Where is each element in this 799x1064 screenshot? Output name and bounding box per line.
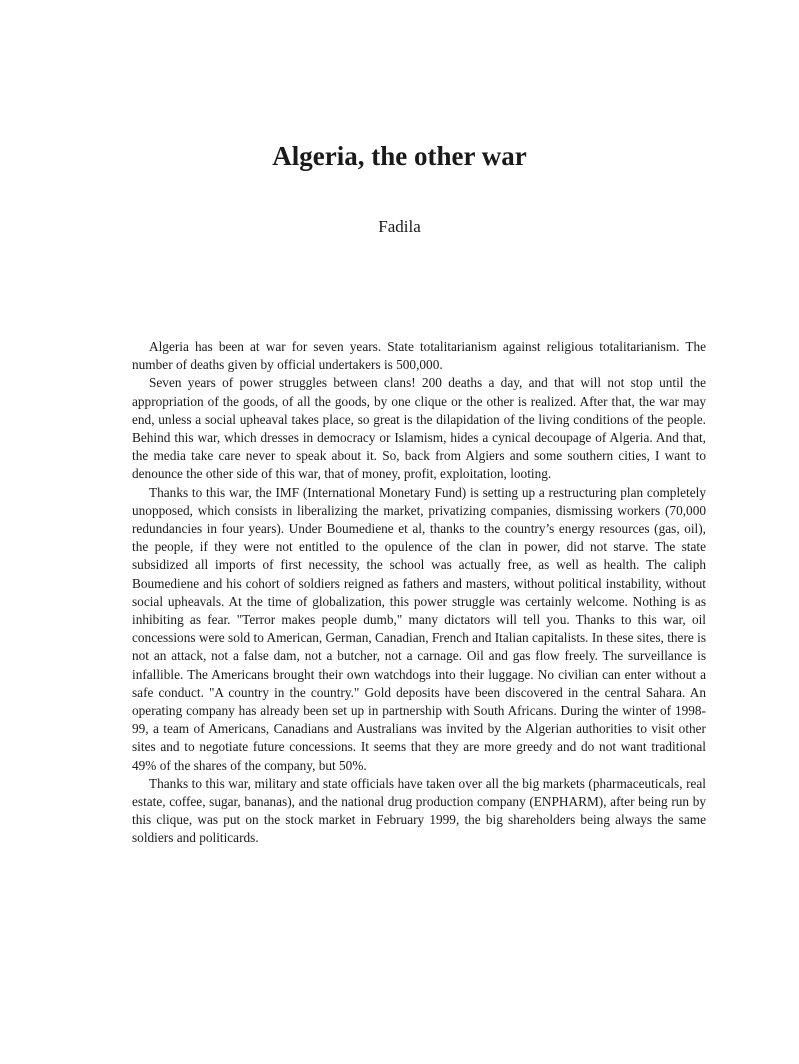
article-title: Algeria, the other war bbox=[272, 141, 527, 171]
paragraph: Algeria has been at war for seven years. State totalitarianism against religious totalitarianism. The number of deaths given by official undertakers is 500,000. bbox=[132, 339, 706, 373]
paragraph: Seven years of power struggles between clans! 200 deaths a day, and that will not stop until the appropriation of the goods, of all the goods, by one clique or the other is realized. After that, the war may end, unless a social upheaval takes place, so great is the dilapidation of the living conditions of the people. Behind this war, which dresses in democracy or Islamism, hides a cynical decoupage of Algeria. And that, the media take care never to speak about it. So, back from Algiers and some southern cities, I want to denounce the other side of this war, that of money, profit, exploitation, looting. bbox=[132, 375, 706, 482]
paragraph: Thanks to this war, the IMF (International Monetary Fund) is setting up a restructuring plan completely unopposed, which consists in liberalizing the market, privatizing companies, dismissing workers (70,000 redundancies in four years). Under Boumediene et al, thanks to the country’s energy resources (gas, oil), the people, if they were not entitled to the opulence of the clan in power, did not starve. The state subsidized all imports of first necessity, the school was actually free, as well as health. The caliph Boumediene and his cohort of soldiers reigned as fathers and masters, without political instability, without social upheavals. At the time of globalization, this power struggle was certainly welcome. Nothing is as inhibiting as fear. "Terror makes people dumb," many dictators will tell you. Thanks to this war, oil concessions were sold to American, German, Canadian, French and Italian capitalists. In these sites, there is not an attack, not a false dam, not a butcher, not a carnage. Oil and gas flow freely. The surveillance is infallible. The Americans brought their own watchdogs into their luggage. No civilian can enter without a safe conduct. "A country in the country." Gold deposits have been discovered in the central Sahara. An operating company has already been set up in partnership with South Africans. During the winter of 1998-99, a team of Americans, Canadians and Australians was invited by the Algerian authorities to visit other sites and to negotiate future concessions. It seems that they are more greedy and do not want traditional 49% of the shares of the company, but 50%. bbox=[132, 484, 706, 773]
article-body bbox=[132, 338, 706, 848]
paragraph: Thanks to this war, military and state officials have taken over all the big markets (pharmaceuticals, real estate, coffee, sugar, bananas), and the national drug production company (ENPHARM), after being run by this clique, was put on the stock market in February 1999, the big shareholders being always the same soldiers and politicards. bbox=[132, 775, 706, 846]
article-author: Fadila bbox=[378, 217, 421, 236]
